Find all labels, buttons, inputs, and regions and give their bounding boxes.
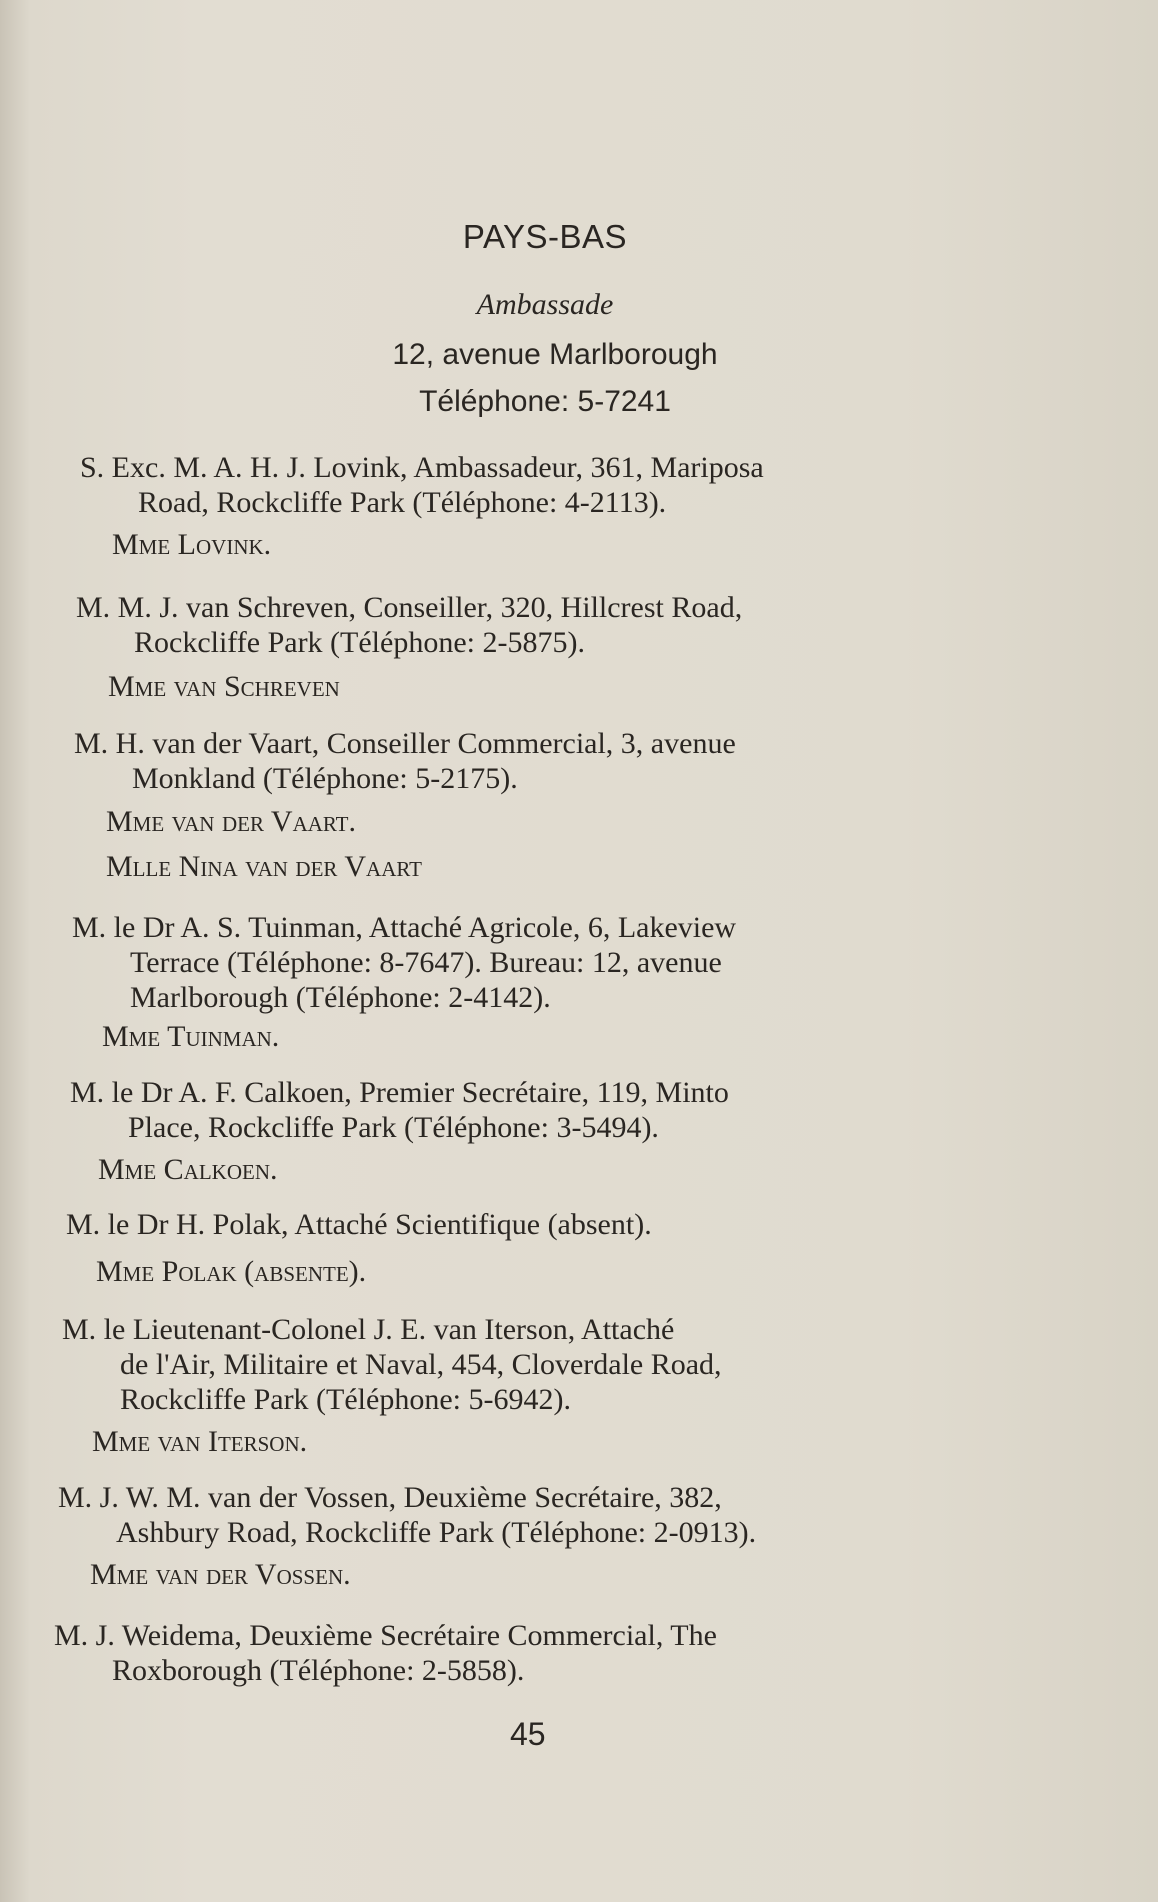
directory-entry	[74, 726, 736, 796]
entry-line: M. J. W. M. van der Vossen, Deuxième Secrétaire, 382,	[58, 1481, 722, 1514]
entry-line: Ashbury Road, Rockcliffe Park (Téléphone: 2-0913).	[116, 1516, 757, 1549]
mission-telephone: Téléphone: 5-7241	[419, 385, 671, 418]
entry-line: Rockcliffe Park (Téléphone: 5-6942).	[120, 1383, 571, 1416]
spouse-line: Mme Calkoen.	[98, 1153, 278, 1186]
directory-entry	[80, 450, 764, 520]
entry-line: Terrace (Téléphone: 8-7647). Bureau: 12, avenue	[130, 946, 722, 979]
mission-address: 12, avenue Marlborough	[392, 338, 718, 371]
country-heading: PAYS-BAS	[462, 218, 628, 255]
spouse-line: Mme Tuinman.	[102, 1020, 280, 1053]
directory-entry	[54, 1618, 717, 1688]
directory-entry	[70, 1075, 729, 1145]
spouse-line: Mme van Iterson.	[92, 1425, 308, 1458]
spouse-line: Mme Polak (absente).	[96, 1255, 367, 1288]
entry-line: Marlborough (Téléphone: 2-4142).	[130, 981, 551, 1014]
spouse-line: Mme Lovink.	[112, 528, 272, 561]
entry-line: M. le Lieutenant-Colonel J. E. van Iterson, Attaché	[62, 1313, 675, 1346]
directory-entry	[58, 1480, 756, 1550]
entry-line: M. le Dr A. F. Calkoen, Premier Secrétaire, 119, Minto	[70, 1076, 729, 1109]
directory-entry	[72, 910, 736, 1015]
entry-line: Monkland (Téléphone: 5-2175).	[132, 762, 518, 795]
page-number: 45	[510, 1716, 546, 1752]
spouse-line: Mlle Nina van der Vaart	[106, 850, 422, 883]
directory-entry	[66, 1207, 652, 1242]
entry-line: de l'Air, Militaire et Naval, 454, Cloverdale Road,	[120, 1348, 722, 1381]
entry-line: M. H. van der Vaart, Conseiller Commercial, 3, avenue	[74, 727, 736, 760]
entry-line: M. le Dr H. Polak, Attaché Scientifique (absent).	[66, 1208, 652, 1241]
entry-line: M. J. Weidema, Deuxième Secrétaire Commercial, The	[54, 1619, 717, 1652]
directory-entry	[62, 1312, 722, 1417]
entry-line: Road, Rockcliffe Park (Téléphone: 4-2113).	[138, 486, 667, 519]
entry-line: S. Exc. M. A. H. J. Lovink, Ambassadeur, 361, Mariposa	[80, 451, 764, 484]
spouse-line: Mme van der Vaart.	[106, 805, 356, 838]
entry-line: Place, Rockcliffe Park (Téléphone: 3-5494).	[128, 1111, 659, 1144]
spouse-line: Mme van der Vossen.	[90, 1558, 351, 1591]
mission-type: Ambassade	[476, 288, 614, 321]
entry-line: Rockcliffe Park (Téléphone: 2-5875).	[134, 626, 585, 659]
entry-line: M. le Dr A. S. Tuinman, Attaché Agricole, 6, Lakeview	[72, 911, 737, 944]
entry-line: M. M. J. van Schreven, Conseiller, 320, Hillcrest Road,	[76, 591, 743, 624]
entry-line: Roxborough (Téléphone: 2-5858).	[112, 1654, 525, 1687]
directory-entry	[76, 590, 742, 660]
spouse-line: Mme van Schreven	[108, 670, 340, 703]
